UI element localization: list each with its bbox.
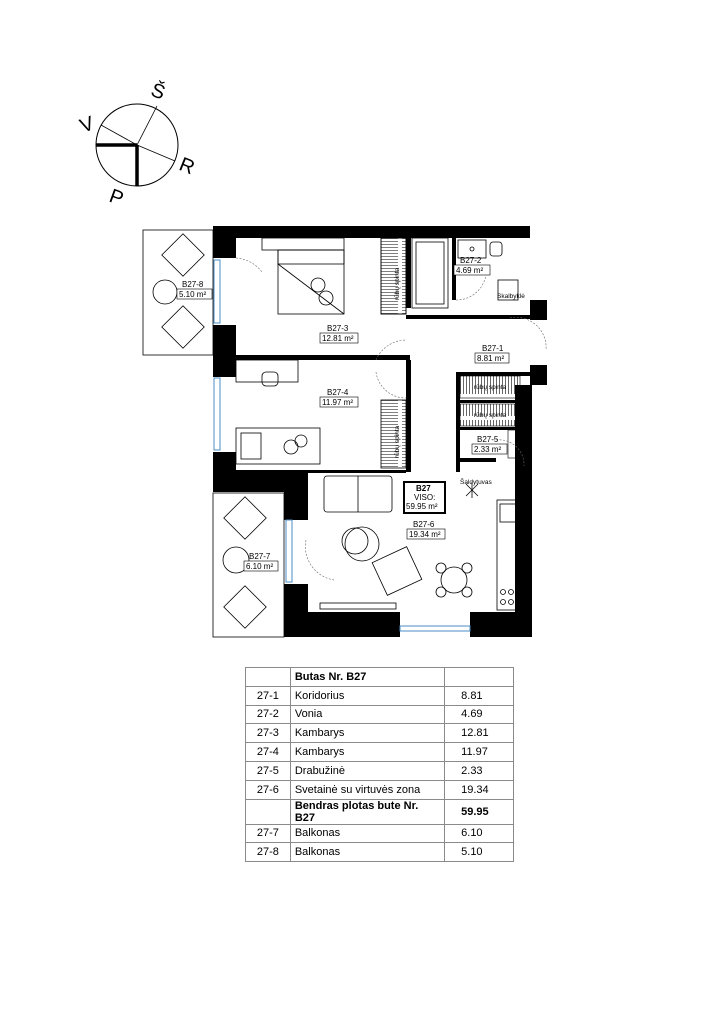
- compass-east-label: R: [175, 153, 198, 180]
- room-area: 19.34 m²: [409, 530, 441, 539]
- room-label-b27-5: [472, 435, 507, 454]
- room-area: 4.69 m²: [456, 266, 484, 275]
- row-name: Koridorius: [290, 686, 444, 705]
- row-name: Kambarys: [290, 743, 444, 762]
- room-area: 8.81 m²: [477, 354, 505, 363]
- row-id: 27-1: [246, 686, 291, 705]
- wardrobe-label: rūbų spinta: [474, 384, 507, 391]
- table-row: [246, 761, 514, 780]
- row-id: 27-5: [246, 761, 291, 780]
- row-name: Kambarys: [290, 724, 444, 743]
- table-row: [246, 843, 514, 862]
- row-id: 27-2: [246, 705, 291, 724]
- table-header-row: [246, 668, 514, 687]
- row-id: 27-8: [246, 843, 291, 862]
- total-name: Bendras plotas bute Nr. B27: [290, 799, 444, 824]
- row-name: Balkonas: [290, 843, 444, 862]
- total-area: 59.95 m²: [406, 502, 438, 511]
- room-label-b27-1: [475, 344, 509, 363]
- room-area: 2.33 m²: [474, 445, 502, 454]
- row-name: Balkonas: [290, 824, 444, 843]
- room-area: 12.81 m²: [322, 334, 354, 343]
- table-row: [246, 824, 514, 843]
- compass: [77, 78, 198, 210]
- room-code: B27-4: [327, 388, 349, 397]
- wardrobe-b27-4: [381, 400, 406, 468]
- total-area-value: 59.95: [445, 799, 514, 824]
- compass-south-label: P: [106, 185, 127, 211]
- apartment-code: B27: [416, 484, 431, 493]
- row-id: 27-7: [246, 824, 291, 843]
- wardrobe-label: rūbų spinta: [394, 425, 401, 458]
- table-row: [246, 743, 514, 762]
- room-code: B27-2: [460, 256, 482, 265]
- room-area: 11.97 m²: [322, 398, 353, 407]
- row-area: 2.33: [445, 761, 514, 780]
- total-label: VISO:: [414, 493, 436, 502]
- row-area: 8.81: [445, 686, 514, 705]
- room-label-b27-2: [454, 256, 490, 275]
- row-area: 6.10: [445, 824, 514, 843]
- wardrobe-label: rūbų spinta: [474, 412, 507, 419]
- table-total-row: [246, 799, 514, 824]
- row-name: Drabužinė: [290, 761, 444, 780]
- row-area: 4.69: [445, 705, 514, 724]
- room-area: 5.10 m²: [179, 290, 207, 299]
- compass-north-label: Š: [147, 79, 169, 105]
- row-name: Vonia: [290, 705, 444, 724]
- table-row: [246, 724, 514, 743]
- area-table: [245, 667, 514, 862]
- room-area: 6.10 m²: [246, 562, 274, 571]
- wardrobe-label: rūbų spinta: [394, 267, 401, 300]
- room-code: B27-3: [327, 324, 349, 333]
- row-area: 11.97: [445, 743, 514, 762]
- room-code: B27-5: [477, 435, 499, 444]
- room-label-b27-3: [320, 324, 358, 343]
- compass-west-label: V: [77, 112, 98, 138]
- row-id: 27-4: [246, 743, 291, 762]
- room-code: B27-6: [413, 520, 435, 529]
- row-area: 19.34: [445, 780, 514, 799]
- room-code: B27-7: [249, 552, 271, 561]
- table-title: Butas Nr. B27: [290, 668, 444, 687]
- desk-b27-4: [236, 360, 320, 464]
- washer-label: Skalbyklė: [497, 293, 525, 300]
- room-label-b27-4: [320, 388, 358, 407]
- extractor-label: Šaldytuvas: [460, 479, 492, 486]
- wardrobe-b27-3: [381, 238, 406, 314]
- row-name: Svetainė su virtuvės zona: [290, 780, 444, 799]
- total-area-box: [404, 482, 445, 513]
- table-row: [246, 686, 514, 705]
- table-row: [246, 780, 514, 799]
- room-code: B27-8: [182, 280, 204, 289]
- row-area: 5.10: [445, 843, 514, 862]
- room-code: B27-1: [482, 344, 504, 353]
- row-id: 27-3: [246, 724, 291, 743]
- table-row: [246, 705, 514, 724]
- row-area: 12.81: [445, 724, 514, 743]
- room-label-b27-6: [407, 520, 445, 539]
- row-id: 27-6: [246, 780, 291, 799]
